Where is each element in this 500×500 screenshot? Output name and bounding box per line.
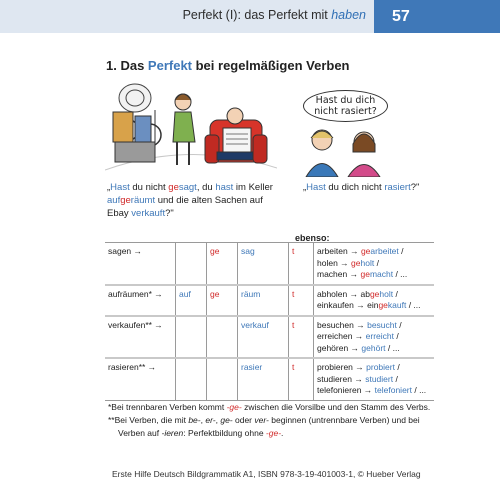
infinitive-cell: rasieren** → (105, 358, 176, 400)
ge-cell (207, 316, 238, 359)
couple-illustration (298, 122, 390, 177)
quote-right: „Hast du dich nicht rasiert?" (303, 182, 420, 193)
table-row (105, 285, 434, 316)
prefix-cell (176, 316, 207, 359)
footnote-2: **Bei Verben, die mit be-, er-, ge- oder ver- beginnen (untrennbare Verben) und bei (108, 415, 420, 425)
publisher-line: Erste Hilfe Deutsch Bildgrammatik A1, ISBN 978-3-19-401003-1, © Hueber Verlag (112, 469, 421, 479)
speech-line-1: Hast du dich (315, 95, 376, 106)
ending-cell: t (289, 358, 314, 400)
example-line: probieren → probiert / (317, 362, 400, 372)
example-line: abholen → abgeholt / (317, 288, 398, 299)
example-line: holen → geholt / (317, 257, 379, 268)
speech-line-2: nicht rasiert? (314, 106, 377, 117)
footnotes (108, 401, 430, 440)
stem-cell: verkauf (238, 316, 289, 359)
example-line: telefonieren → telefoniert / ... (317, 385, 427, 395)
examples-cell (314, 285, 435, 316)
table-row (105, 243, 434, 285)
ge-cell (207, 358, 238, 400)
footnote-3: Verben auf -ieren: Perfektbildung ohne -ge-. (118, 428, 284, 438)
ending-cell: t (289, 316, 314, 359)
infinitive-cell: verkaufen** → (105, 316, 176, 359)
ebenso-label: ebenso: (295, 233, 330, 243)
page-number-box (374, 0, 500, 33)
chapter-title: Perfekt (I): das Perfekt mit haben (182, 8, 366, 22)
ending-cell: t (289, 243, 314, 285)
infinitive-cell: aufräumen* → (105, 285, 176, 316)
page-header (0, 0, 500, 33)
example-line: machen → gemacht / ... (317, 269, 408, 279)
page-number: 57 (392, 8, 410, 25)
table-row (105, 316, 434, 359)
stem-cell: rasier (238, 358, 289, 400)
table-row (105, 358, 434, 400)
infinitive-cell: sagen → (105, 243, 176, 285)
example-line: einkaufen → eingekauft / ... (317, 300, 421, 310)
prefix-cell (176, 358, 207, 400)
section-title: 1. Das Perfekt bei regelmäßigen Verben (106, 58, 350, 73)
example-line: besuchen → besucht / (317, 319, 402, 330)
quote-left: „Hast du nicht gesagt, du hast im Keller aufgeräumt und die alten Sachen auf Ebay verkauft?" (107, 182, 273, 219)
example-line: arbeiten → gearbeitet / (317, 246, 404, 256)
ge-cell: ge (207, 243, 238, 285)
prefix-cell (176, 243, 207, 285)
example-line: erreichen → erreicht / (317, 331, 399, 341)
verb-table (105, 242, 434, 401)
examples-cell (314, 358, 435, 400)
stem-cell: räum (238, 285, 289, 316)
prefix-cell: auf (176, 285, 207, 316)
example-line: gehören → gehört / ... (317, 342, 400, 353)
examples-cell (314, 316, 435, 359)
example-line: studieren → studiert / (317, 373, 398, 384)
examples-cell (314, 243, 435, 285)
ge-cell: ge (207, 285, 238, 316)
cellar-illustration (105, 80, 277, 175)
ending-cell: t (289, 285, 314, 316)
footnote-1: *Bei trennbaren Verben kommt -ge- zwischen die Vorsilbe und den Stamm des Verbs. (108, 402, 431, 412)
stem-cell: sag (238, 243, 289, 285)
speech-bubble (303, 90, 388, 122)
